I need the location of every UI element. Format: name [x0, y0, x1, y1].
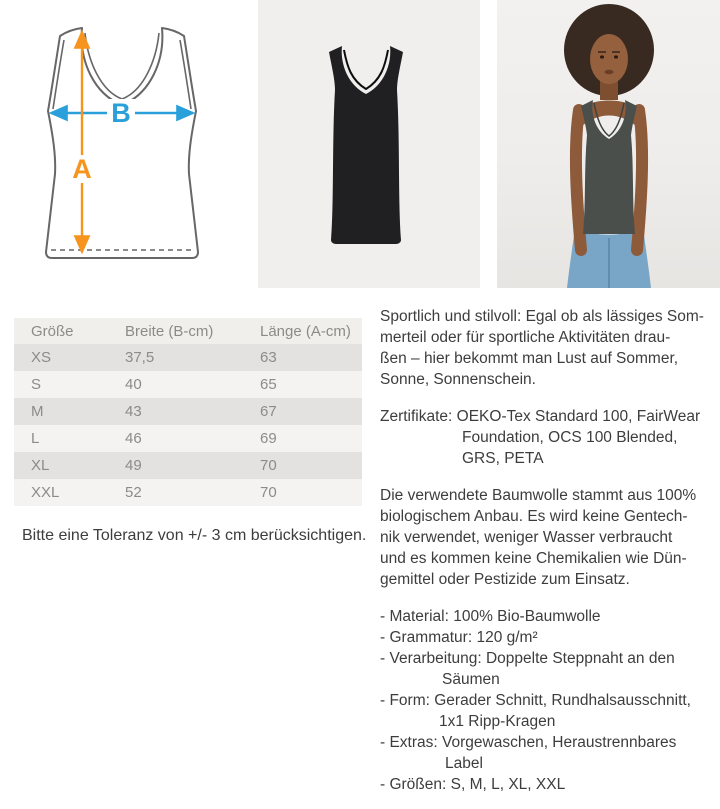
- tank-outline: [46, 28, 198, 258]
- spec-line: - Material: 100% Bio-Baumwolle: [380, 608, 601, 625]
- cell-width: 52: [125, 479, 260, 506]
- width-label: B: [111, 98, 131, 128]
- text-line: nik verwendet, weniger Wasser verbraucht: [380, 529, 673, 546]
- table-row: [14, 425, 362, 452]
- cell-size: XS: [14, 344, 125, 371]
- model-wearing-tank-top-image: [497, 0, 720, 288]
- model-face: [590, 34, 628, 84]
- table-row: [14, 452, 362, 479]
- spec-line: - Extras: Vorgewaschen, Heraustrennbares: [380, 734, 677, 751]
- spec-line: Säumen: [442, 671, 500, 688]
- table-row: [14, 371, 362, 398]
- text-line: ßen – hier bekommt man Lust auf Sommer,: [380, 350, 679, 367]
- size-table: [14, 318, 362, 506]
- spec-line: - Form: Gerader Schnitt, Rundhalsausschnitt,: [380, 692, 691, 709]
- cell-size: M: [14, 398, 125, 425]
- text-line: GRS, PETA: [462, 450, 544, 467]
- tolerance-note: Bitte eine Toleranz von +/- 3 cm berücksichtigen.: [22, 527, 367, 544]
- text-line: merteil oder für sportliche Aktivitäten drau-: [380, 329, 671, 346]
- cell-length: 65: [260, 371, 362, 398]
- model-mouth: [605, 70, 614, 74]
- spec-line: - Größen: S, M, L, XL, XXL: [380, 776, 566, 793]
- description-specs-list: [380, 606, 718, 795]
- model-arm-left: [576, 110, 581, 250]
- cell-length: 67: [260, 398, 362, 425]
- cell-length: 63: [260, 344, 362, 371]
- description-cotton: [380, 485, 718, 590]
- text-line: Sportlich und stilvoll: Egal ob als lässiges Som-: [380, 308, 704, 325]
- black-tank-silhouette: [329, 46, 403, 244]
- column-header-width: Breite (B-cm): [125, 318, 260, 344]
- table-row: [14, 344, 362, 371]
- tank-top-measurement-drawing: [25, 5, 220, 277]
- cell-length: 70: [260, 479, 362, 506]
- text-line: gemittel oder Pestizide zum Einsatz.: [380, 571, 630, 588]
- cell-width: 46: [125, 425, 260, 452]
- table-row: [14, 479, 362, 506]
- text-line: Die verwendete Baumwolle stammt aus 100%: [380, 487, 697, 504]
- cell-width: 40: [125, 371, 260, 398]
- length-label: A: [72, 154, 92, 184]
- size-diagram[interactable]: [25, 5, 220, 277]
- product-photo-flat[interactable]: [258, 0, 480, 288]
- text-line: Sonne, Sonnenschein.: [380, 371, 536, 388]
- model-eye-left: [600, 55, 604, 58]
- text-line: und es kommen keine Chemikalien wie Dün-: [380, 550, 687, 567]
- text-line: Foundation, OCS 100 Blended,: [462, 429, 678, 446]
- model-arm-right: [637, 110, 642, 250]
- text-line: biologischem Anbau. Es wird keine Gentech-: [380, 508, 688, 525]
- size-table-header-row: [14, 318, 362, 344]
- spec-line: Label: [445, 755, 483, 772]
- cell-size: L: [14, 425, 125, 452]
- text-line: Zertifikate: OEKO-Tex Standard 100, FairWear: [380, 408, 701, 425]
- product-description: [380, 306, 718, 795]
- table-row: [14, 398, 362, 425]
- black-tank-top-image: [258, 0, 480, 288]
- spec-line: - Grammatur: 120 g/m²: [380, 629, 538, 646]
- description-intro: [380, 306, 718, 390]
- column-header-length: Länge (A-cm): [260, 318, 362, 344]
- product-photo-model[interactable]: [497, 0, 720, 288]
- cell-size: S: [14, 371, 125, 398]
- cell-size: XL: [14, 452, 125, 479]
- cell-length: 70: [260, 452, 362, 479]
- column-header-size: Größe: [14, 318, 125, 344]
- spec-line: 1x1 Ripp-Kragen: [439, 713, 556, 730]
- cell-width: 37,5: [125, 344, 260, 371]
- cell-length: 69: [260, 425, 362, 452]
- model-tank-top: [581, 100, 637, 234]
- cell-size: XXL: [14, 479, 125, 506]
- model-eye-right: [614, 55, 618, 58]
- cell-width: 49: [125, 452, 260, 479]
- spec-line: - Verarbeitung: Doppelte Steppnaht an den: [380, 650, 675, 667]
- cell-width: 43: [125, 398, 260, 425]
- description-certificates: [380, 406, 718, 469]
